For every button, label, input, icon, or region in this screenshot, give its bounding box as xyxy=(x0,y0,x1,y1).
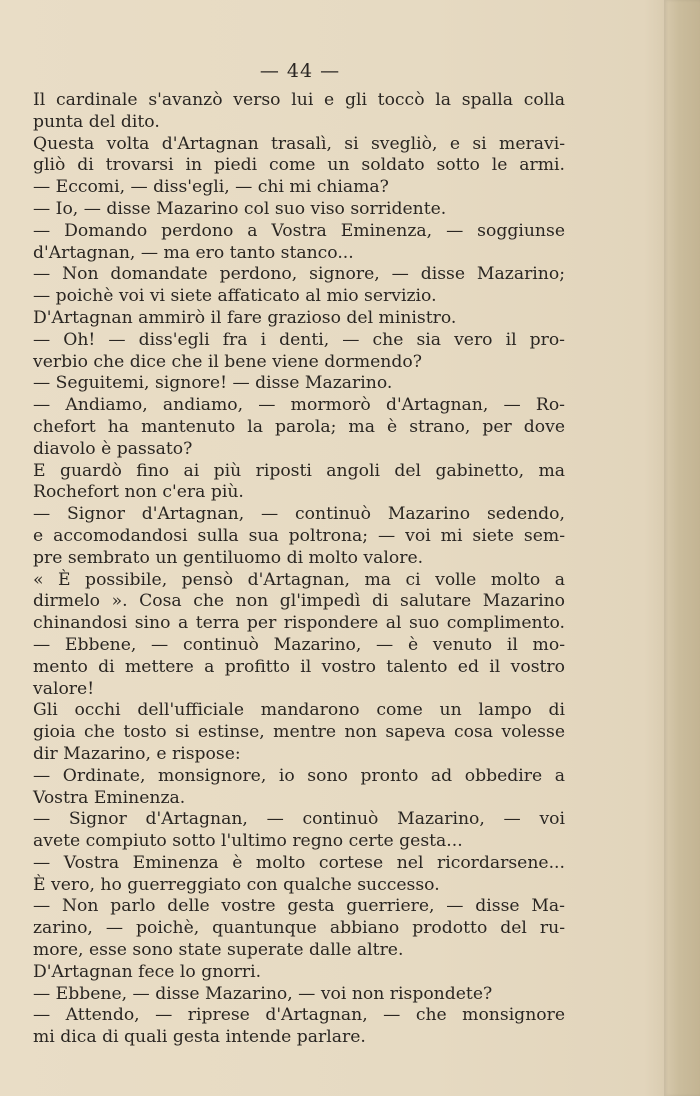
text-line: E guardò fino ai più riposti angoli del gabinetto, ma xyxy=(33,460,565,481)
text-line: — Signor d'Artagnan, — continuò Mazarino, — voi xyxy=(33,809,565,830)
text-line: — Ordinate, monsignore, io sono pronto ad obbedire a xyxy=(33,765,565,786)
text-line: — Seguitemi, signore! — disse Mazarino. xyxy=(33,373,393,394)
text-line: — Ebbene, — continuò Mazarino, — è venuto il mo- xyxy=(33,634,565,655)
text-line: — Andiamo, andiamo, — mormorò d'Artagnan, — Ro- xyxy=(33,395,565,416)
text-line: verbio che dice che il bene viene dormendo? xyxy=(33,351,422,372)
text-line: — Ebbene, — disse Mazarino, — voi non rispondete? xyxy=(33,983,493,1004)
text-line: chinandosi sino a terra per rispondere al suo complimento. xyxy=(33,613,565,634)
text-line: e accomodandosi sulla sua poltrona; — voi mi siete sem- xyxy=(33,525,565,546)
text-line: Gli occhi dell'ufficiale mandarono come un lampo di xyxy=(33,700,565,721)
text-line: D'Artagnan fece lo gnorri. xyxy=(33,961,262,982)
text-line: — Oh! — diss'egli fra i denti, — che sia vero il pro- xyxy=(33,329,565,350)
text-line: Questa volta d'Artagnan trasalì, si svegliò, e si meravi- xyxy=(33,133,565,154)
text-line: gioia che tosto si estinse, mentre non sapeva cosa volesse xyxy=(33,722,565,743)
text-line: Il cardinale s'avanzò verso lui e gli toccò la spalla colla xyxy=(33,90,565,110)
text-line: — Non domandate perdono, signore, — disse Mazarino; xyxy=(33,264,565,285)
text-line: mi dica di quali gesta intende parlare. xyxy=(33,1027,366,1048)
text-line: mento di mettere a profitto il vostro talento ed il vostro xyxy=(33,656,565,677)
text-line: punta del dito. xyxy=(33,111,160,132)
text-line: — Io, — disse Mazarino col suo viso sorridente. xyxy=(33,198,447,219)
text-line: pre sembrato un gentiluomo di molto valore. xyxy=(33,547,424,568)
text-line: — Domando perdono a Vostra Eminenza, — soggiunse xyxy=(33,220,565,241)
text-line: Vostra Eminenza. xyxy=(33,787,186,808)
text-line: — Vostra Eminenza è molto cortese nel ricordarsene... xyxy=(33,852,565,873)
page-number: — 44 — xyxy=(259,60,341,82)
text-line: zarino, — poichè, quantunque abbiano prodotto del ru- xyxy=(33,918,565,939)
text-line: — poichè voi vi siete affaticato al mio servizio. xyxy=(33,286,437,307)
text-line: avete compiuto sotto l'ultimo regno certe gesta... xyxy=(33,831,463,852)
text-line: valore! xyxy=(33,678,95,699)
text-line: diavolo è passato? xyxy=(33,438,193,459)
page-gutter xyxy=(664,0,700,1096)
text-line: Rochefort non c'era più. xyxy=(33,482,244,503)
text-line: — Attendo, — riprese d'Artagnan, — che monsignore xyxy=(33,1005,565,1026)
body-text xyxy=(33,90,565,1049)
text-line: d'Artagnan, — ma ero tanto stanco... xyxy=(33,242,354,263)
text-line: D'Artagnan ammirò il fare grazioso del ministro. xyxy=(33,307,457,328)
text-line: — Eccomi, — diss'egli, — chi mi chiama? xyxy=(33,177,389,198)
text-line: — Signor d'Artagnan, — continuò Mazarino sedendo, xyxy=(33,504,565,525)
text-line: dir Mazarino, e rispose: xyxy=(33,743,241,764)
text-line: È vero, ho guerreggiato con qualche successo. xyxy=(33,874,440,895)
text-line: — Non parlo delle vostre gesta guerriere, — disse Ma- xyxy=(33,896,565,917)
text-line: chefort ha mantenuto la parola; ma è strano, per dove xyxy=(33,416,565,437)
text-line: more, esse sono state superate dalle altre. xyxy=(33,940,404,961)
text-line: dirmelo ». Cosa che non gl'impedì di salutare Mazarino xyxy=(33,591,565,612)
text-line: gliò di trovarsi in piedi come un soldato sotto le armi. xyxy=(33,155,565,176)
text-line: « È possibile, pensò d'Artagnan, ma ci volle molto a xyxy=(33,569,565,590)
